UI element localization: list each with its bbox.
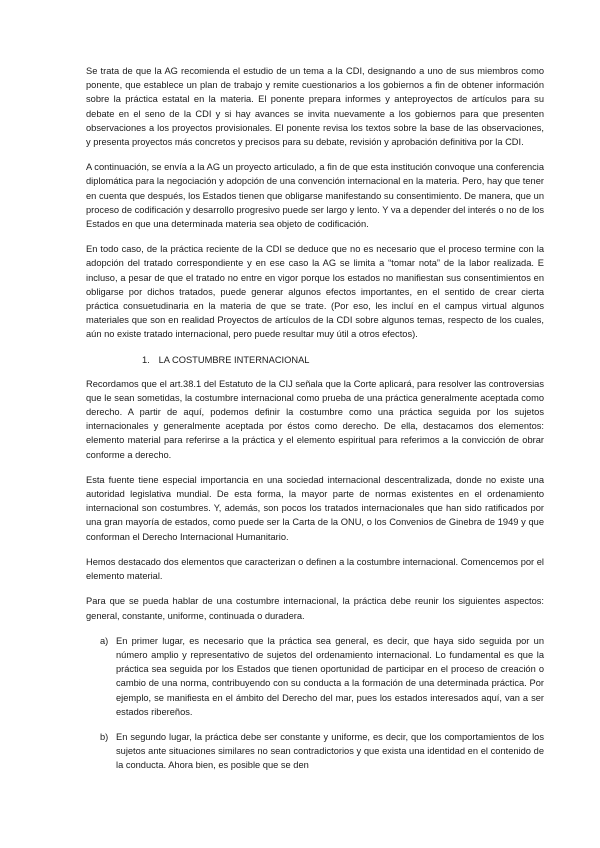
list-item-text: En segundo lugar, la práctica debe ser constante y uniforme, es decir, que los comportamientos de los sujetos ante situaciones similares no sean contradictorios y que exista una identidad en el contenido de la conducta. Ahora bien, es posible que se den	[116, 731, 544, 771]
paragraph-art-38: Recordamos que el art.38.1 del Estatuto de la CIJ señala que la Corte aplicará, para resolver las controversias que le sean sometidas, la costumbre internacional como prueba de una práctica generalmente aceptada como derecho. A partir de aquí, podemos definir la costumbre como una práctica seguida por los sujetos internacionales y generalmente aceptada por éstos como derecho. De ella, destacamos dos elementos: elemento material para referirse a la práctica y el elemento espiritual para referimos a la convicción de obrar conforme a derecho.	[86, 378, 544, 460]
list-item	[86, 634, 544, 719]
paragraph-elements: Hemos destacado dos elementos que caracterizan o definen a la costumbre internacional. Comencemos por el elemento material.	[86, 556, 544, 582]
paragraph-importance: Esta fuente tiene especial importancia en una sociedad internacional descentralizada, donde no existe una autoridad legislativa mundial. De esta forma, la mayor parte de normas existentes en el ordenamiento internacional son costumbres. Y, además, son pocos los tratados internacionales que han sido ratificados por una gran mayoría de estados, como puede ser la Carta de la ONU, o los Convenios de Ginebra de 1949 y que conforman el Derecho Internacional Humanitario.	[86, 474, 544, 542]
document-page	[86, 64, 544, 784]
section-number: 1.	[142, 354, 150, 365]
list-item	[86, 730, 544, 773]
paragraph-cdi-procedure: Se trata de que la AG recomienda el estudio de un tema a la CDI, designando a uno de sus miembros como ponente, que establece un plan de trabajo y remite cuestionarios a los gobiernos a fin de obtener información sobre la práctica estatal en la materia. El ponente prepara informes y anteproyectos de artículos para su debate en el seno de la CDI y si hay avances se invita nuevamente a los gobiernos para que presenten observaciones a los proyectos provisionales. El ponente revisa los textos sobre la base de las observaciones, y presenta proyectos más concretos y precisos para su debate, revisión y aprobación definitiva por la CDI.	[86, 66, 544, 148]
list-marker: a)	[100, 635, 109, 646]
section-title: LA COSTUMBRE INTERNACIONAL	[158, 354, 310, 365]
list-marker: b)	[100, 731, 109, 742]
paragraph-aspects: Para que se pueda hablar de una costumbre internacional, la práctica debe reunir los siguientes aspectos: general, constante, uniforme, continuada o duradera.	[86, 596, 544, 621]
paragraph-cdi-practice: En todo caso, de la práctica reciente de la CDI se deduce que no es necesario que el proceso termine con la adopción del tratado correspondiente y en ese caso la AG se limita a “tomar nota” de la labor realizada. E incluso, a pesar de que el tratado no entre en vigor porque los estados no manifiestan sus consentimientos en obligarse por dichos tratados, puede generar algunos efectos importantes, en el sentido de crear cierta práctica consuetudinaria en la materia de que se trate. (Por eso, les incluí en el campus virtual algunos materiales que son en realidad Proyectos de artículos de la CDI sobre algunos temas, respecto de los cuales, aún no existe tratado internacional, pero puede resultar muy útil a otros efectos).	[86, 244, 544, 340]
section-heading	[86, 353, 544, 367]
list-item-text: En primer lugar, es necesario que la práctica sea general, es decir, que haya sido seguida por un número amplio y representativo de sujetos del ordenamiento internacional. Lo fundamental es que la práctica sea seguida por los Estados que tienen oportunidad de participar en el proceso de creación o cambio de una norma, contribuyendo con su conducta a la formación de una determinada práctica. Por ejemplo, se manifiesta en el ámbito del Derecho del mar, pues los estados interesados aquí, van a ser estados ribereños.	[116, 635, 544, 717]
paragraph-diplomatic-conference: A continuación, se envía a la AG un proyecto articulado, a fin de que esta institución convoque una conferencia diplomática para la negociación y adopción de una convención internacional en la materia. Pero, hay que tener en cuenta que después, los Estados tienen que obligarse manifestando su consentimiento. De manera, que un proceso de codificación y desarrollo progresivo puede ser largo y lento. Y va a depender del interés o no de los Estados en que una determinada materia sea objeto de codificación.	[86, 162, 544, 230]
